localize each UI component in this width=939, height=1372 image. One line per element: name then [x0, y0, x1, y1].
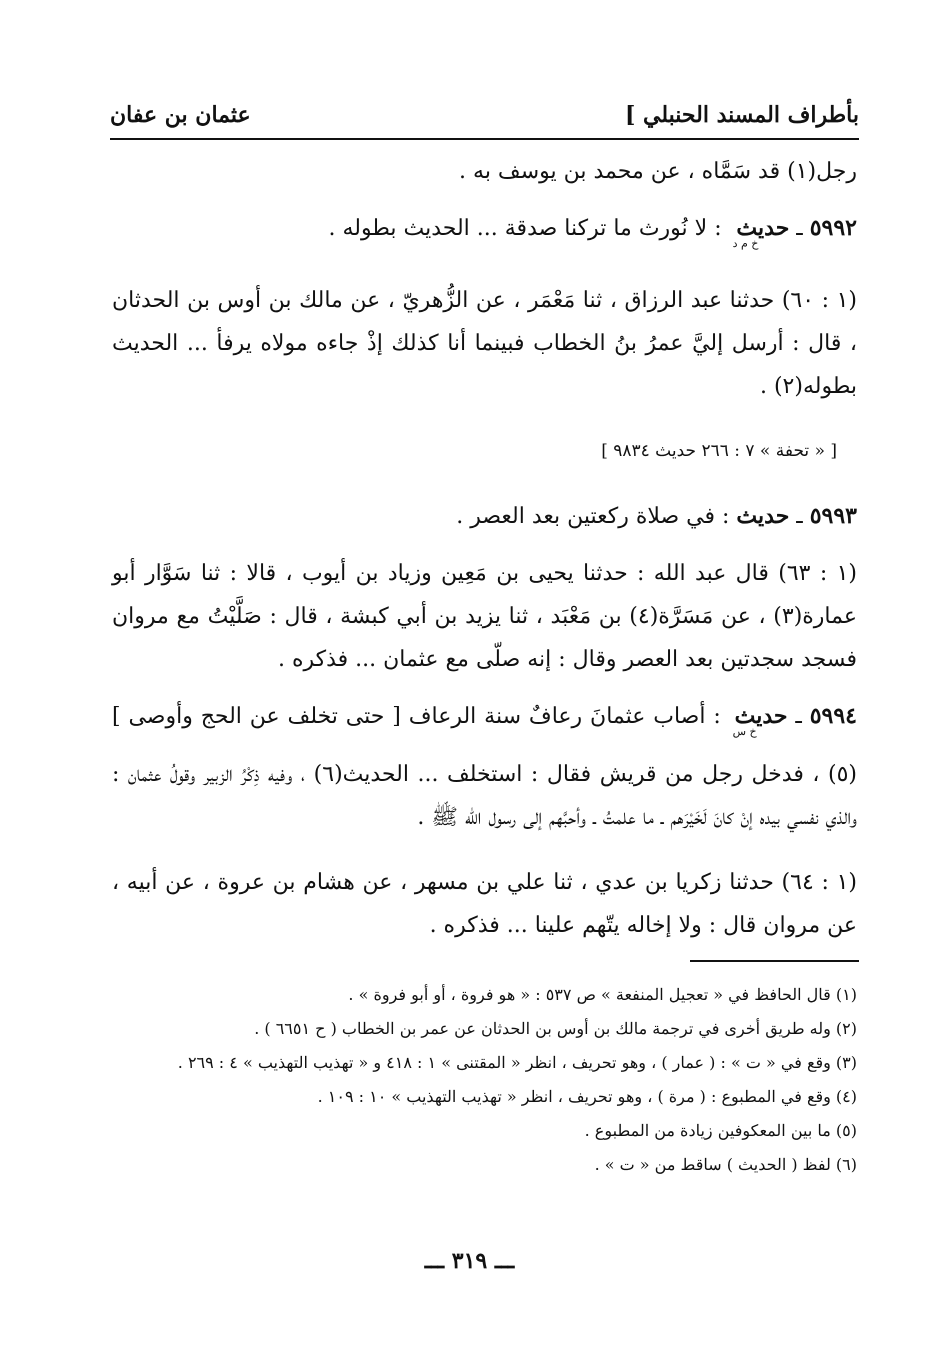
isnad-paragraph: (١ : ٦٣) قال عبد الله : حدثنا يحيى بن مَعِين وزياد بن أيوب ، قالا : ثنا سَوَّار أبو عمارة(٣) ، عن مَسَرَّة(٤) بن مَعْبَد ، ثنا يزيد بن أبي كبشة ، قال : صَلَّيْتُ مع مروان فسجد سجدتين بعد العصر وقال : إنه صلّى مع عثمان ... فذكره .	[112, 561, 857, 672]
footnote: (٢) وله طريق أخرى في ترجمة مالك بن أوس بن الحدثان عن عمر بن الخطاب ( ح ٦٦٥١ ) .	[254, 1019, 857, 1038]
isnad-paragraph: (١ : ٦٤) حدثنا زكريا بن عدي ، ثنا علي بن مسهر ، عن هشام بن عروة ، عن أبيه ، عن مروان قال : ولا إخاله يتّهم علينا ... فذكره .	[112, 870, 858, 938]
hadith-heading-5992: ٥٩٩٢ ـ حديثخ م د : لا نُورث ما تركنا صدقة ... الحديث بطوله .	[112, 207, 857, 265]
main-text	[112, 150, 857, 947]
footnotes	[112, 978, 857, 1182]
hadith-number: ٥٩٩٢	[809, 215, 857, 241]
footnote: (١) قال الحافظ في « تعجيل المنفعة » ص ٥٣٧ : « هو فروة ، أو أبو فروة » .	[348, 985, 857, 1004]
hadith-text: : لا نُورث ما تركنا صدقة ... الحديث بطوله .	[328, 216, 722, 241]
page-number: ـــ ٣١٩ ـــ	[424, 1248, 515, 1274]
footnote-divider	[690, 960, 859, 962]
hadith-text: : أصاب عثمانَ رعافٌ سنة الرعاف [ حتى تخلف عن الحج وأوصى ](٥) ، فدخل رجل من قريش فقال : استخلف ... الحديث(٦) ، وفيه ذِكْرُ الزبير وقولُ عثمان : والذي نفسي بيده إنْ كانَ لَخَيْرَهم ـ ما علمتُ ـ وأحبَّهم إلى رسول الله ﷺ .	[112, 704, 857, 830]
footnote: (٦) لفظ ( الحديث ) ساقط من « ت » .	[594, 1155, 857, 1174]
header-divider	[110, 138, 859, 140]
hadith-number: ٥٩٩٤	[809, 703, 857, 729]
header-book-title: بأطراف المسند الحنبلي ]	[624, 102, 859, 128]
hadith-label: حديث	[736, 215, 790, 241]
hadith-label: حديث	[734, 703, 788, 729]
tuhfa-reference: [ « تحفة » ٧ : ٢٦٦ حديث ٩٨٣٤ ]	[601, 441, 837, 461]
footnote: (٤) وقع في المطبوع : ( مرة ) ، وهو تحريف ، انظر « تهذيب التهذيب » ١٠ : ١٠٩ .	[317, 1087, 857, 1106]
hadith-number: ٥٩٩٣	[809, 503, 857, 529]
running-header	[110, 88, 859, 128]
header-section-title: عثمان بن عفان	[110, 102, 251, 128]
continuation-paragraph: رجل(١) قد سَمَّاه ، عن محمد بن يوسف به .	[459, 159, 857, 184]
hadith-heading-5994: ٥٩٩٤ ـ حديثخ س : أصاب عثمانَ رعافٌ سنة الرعاف [ حتى تخلف عن الحج وأوصى ](٥) ، فدخل رجل من قريش فقال : استخلف ... الحديث(٦) ، وفيه ذِكْرُ الزبير وقولُ عثمان : والذي نفسي بيده إنْ كانَ لَخَيْرَهم ـ ما علمتُ ـ وأحبَّهم إلى رسول الله ﷺ .	[112, 703, 857, 830]
source-sigla: خ س	[732, 725, 757, 738]
footnote: (٥) ما بين المعكوفين زيادة من المطبوع .	[584, 1121, 857, 1140]
footnote: (٣) وقع في « ت » : ( عمار ) ، وهو تحريف ، انظر « المقتنى » ١ : ٤١٨ و « تهذيب التهذيب » ٤ : ٢٦٩ .	[177, 1053, 857, 1072]
source-sigla: خ م د	[732, 237, 759, 250]
hadith-label: حديث	[736, 503, 790, 529]
isnad-paragraph: (١ : ٦٠) حدثنا عبد الرزاق ، ثنا مَعْمَر ، عن الزُّهريّ ، عن مالك بن أوس بن الحدثان ، قال : أرسل إليَّ عمرُ بنُ الخطاب فبينما أنا كذلك إذْ جاءه مولاه يرفأ ... الحديث بطوله(٢) .	[112, 288, 858, 399]
hadith-heading-5993: ٥٩٩٣ ـ حديث : في صلاة ركعتين بعد العصر .	[456, 503, 857, 529]
hadith-text: : في صلاة ركعتين بعد العصر .	[456, 504, 730, 529]
